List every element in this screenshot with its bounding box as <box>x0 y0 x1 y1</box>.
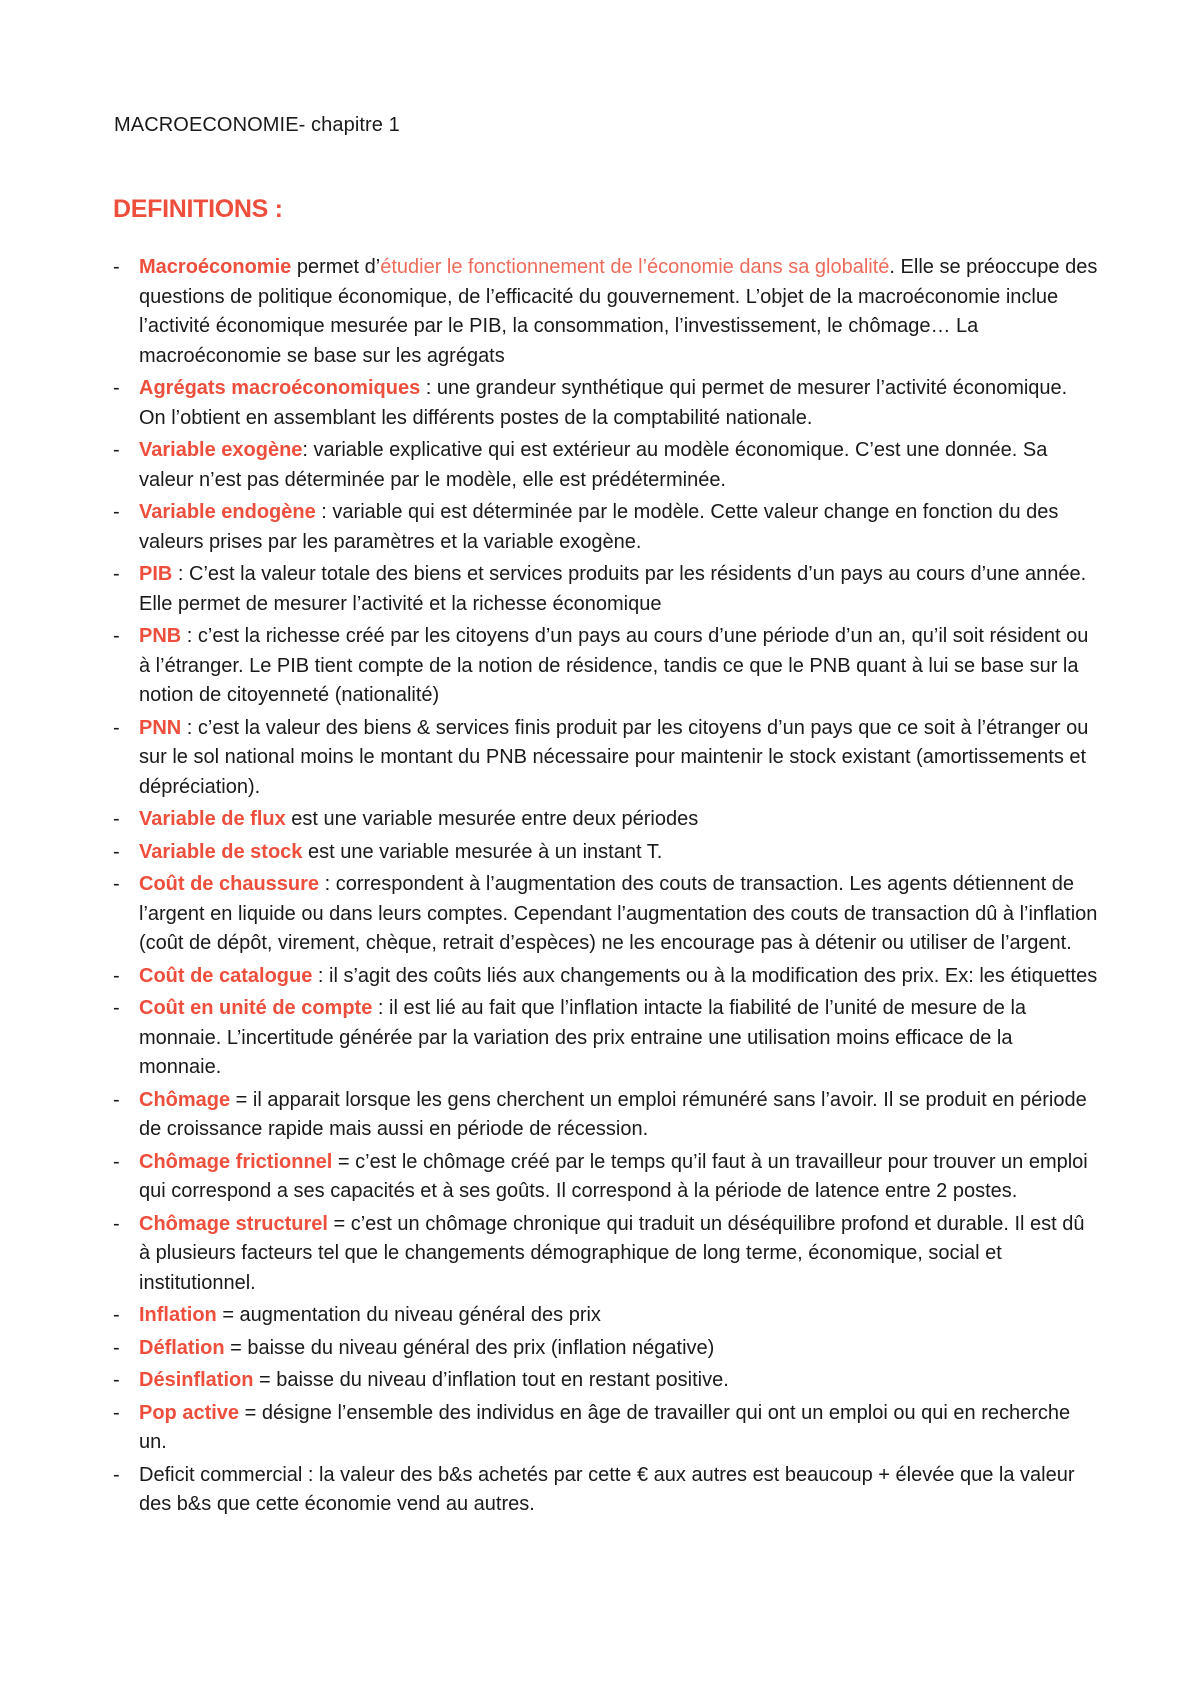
definition-term: Coût de chaussure <box>139 873 320 895</box>
bullet-dash: - <box>113 1304 120 1326</box>
definition-text: = augmentation du niveau général des prix <box>216 1304 601 1326</box>
definition-item <box>0 1148 1099 1207</box>
definition-text: = c’est le chômage créé par le temps qu’il faut à un travailleur pour trouver un emploi qui correspond a ses capacités et à ses goûts. Il correspond à la période de latence entre 2 postes. <box>139 1150 1088 1202</box>
definition-item <box>0 1399 1099 1458</box>
bullet-dash: - <box>113 873 120 895</box>
definition-term: Déflation <box>139 1336 225 1359</box>
bullet-dash: - <box>113 808 120 830</box>
definition-text: : correspondent à l’augmentation des couts de transaction. Les agents détiennent de l’argent en liquide ou dans leurs comptes. Cependant l’augmentation des couts de transaction dû à l’inflation (coût de dépôt, virement, chèque, retrait d’espèces) ne les encourage pas à détenir ou utiliser de l’argent. <box>139 873 1098 954</box>
bullet-dash: - <box>113 1150 120 1173</box>
definition-term: Variable de flux <box>139 808 286 830</box>
definition-item <box>0 1461 1099 1520</box>
document-title: MACROECONOMIE- chapitre 1 <box>114 114 400 136</box>
bullet-dash: - <box>113 997 120 1019</box>
bullet-dash: - <box>113 716 120 739</box>
definition-item <box>0 994 1099 1083</box>
bullet-dash: - <box>113 1088 120 1111</box>
bullet-dash: - <box>113 1336 120 1359</box>
definition-text: = désigne l’ensemble des individus en âge de travailler qui ont un emploi ou qui en recherche un. <box>139 1401 1071 1453</box>
definition-item <box>0 436 1099 495</box>
definition-item <box>0 560 1099 619</box>
definition-term: PNN <box>139 716 182 739</box>
definition-text: permet d’ <box>291 256 381 278</box>
definition-text: : C’est la valeur totale des biens et services produits par les résidents d’un pays au cours d’une année. Elle permet de mesurer l’activité et la richesse économique <box>139 563 1087 615</box>
bullet-dash: - <box>113 625 120 647</box>
definition-item <box>0 253 1099 371</box>
definition-item <box>0 1334 1099 1364</box>
bullet-dash: - <box>113 840 120 863</box>
bullet-dash: - <box>113 256 120 278</box>
definition-text: = baisse du niveau général des prix (inflation négative) <box>224 1336 715 1359</box>
definition-term: Chômage <box>139 1088 231 1111</box>
definition-item <box>0 962 1099 992</box>
definition-term: Coût en unité de compte <box>139 997 373 1019</box>
definition-term: Coût de catalogue <box>139 964 313 987</box>
definition-item <box>0 714 1099 803</box>
definition-text: : c’est la valeur des biens & services finis produit par les citoyens d’un pays que ce soit à l’étranger ou sur le sol national moins le montant du PNB nécessaire pour maintenir le stock existant (amortissements et dépréciation). <box>139 716 1089 798</box>
bullet-dash: - <box>113 501 120 523</box>
bullet-dash: - <box>113 377 120 399</box>
definition-text: : variable qui est déterminée par le modèle. Cette valeur change en fonction du des valeurs prises par les paramètres et la variable exogène. <box>139 501 1059 553</box>
bullet-dash: - <box>113 563 120 585</box>
bullet-dash: - <box>113 1463 120 1486</box>
definition-item <box>0 498 1099 557</box>
definition-term: Agrégats macroéconomiques <box>139 377 421 399</box>
definition-text: : il s’agit des coûts liés aux changements ou à la modification des prix. Ex: les étiquettes <box>312 964 1098 987</box>
definition-term: Variable endogène <box>139 501 316 523</box>
definition-term: Chômage frictionnel <box>139 1150 333 1173</box>
definition-text: : variable explicative qui est extérieur au modèle économique. C’est une donnée. Sa valeur n’est pas déterminée par le modèle, elle est prédéterminée. <box>139 439 1048 491</box>
definition-term: PNB <box>139 625 182 647</box>
definition-highlight: étudier le fonctionnement de l’économie dans sa globalité <box>380 256 890 278</box>
definition-text: . Elle se préoccupe des questions de politique économique, de l’efficacité du gouvernement. L’objet de la macroéconomie inclue l’activité économique mesurée par le PIB, la consommation, l’investissement, le chômage… La macroéconomie se base sur les agrégats <box>139 256 1098 367</box>
definition-item <box>0 374 1099 433</box>
definition-term: Désinflation <box>139 1369 254 1391</box>
definition-text: est une variable mesurée entre deux périodes <box>285 808 699 830</box>
bullet-dash: - <box>113 1369 120 1391</box>
definition-term: Variable exogène <box>139 439 303 461</box>
definition-term: Variable de stock <box>139 840 303 863</box>
bullet-dash: - <box>113 964 120 987</box>
definition-item <box>0 838 1099 868</box>
bullet-dash: - <box>113 1401 120 1424</box>
definition-term: Deficit commercial <box>139 1463 303 1486</box>
definition-term: Chômage structurel <box>139 1212 328 1235</box>
definition-term: Inflation <box>139 1304 217 1326</box>
definition-item <box>0 1086 1099 1145</box>
definition-item <box>0 1366 1099 1396</box>
section-heading: DEFINITIONS : <box>113 195 283 223</box>
definition-text: = c’est un chômage chronique qui traduit un déséquilibre profond et durable. Il est dû à plusieurs facteurs tel que le changements démographique de long terme, économique, social et institutionnel. <box>139 1212 1085 1294</box>
bullet-dash: - <box>113 1212 120 1235</box>
definitions-list <box>0 253 1200 1523</box>
definition-term: PIB <box>139 563 173 585</box>
definition-text: est une variable mesurée à un instant T. <box>302 840 663 863</box>
definition-term: Pop active <box>139 1401 240 1424</box>
definition-text: : une grandeur synthétique qui permet de mesurer l’activité économique. On l’obtient en assemblant les différents postes de la comptabilité nationale. <box>139 377 1068 429</box>
definition-term: Macroéconomie <box>139 256 292 278</box>
definition-text: : c’est la richesse créé par les citoyens d’un pays au cours d’une période d’un an, qu’il soit résident ou à l’étranger. Le PIB tient compte de la notion de résidence, tandis ce que le PNB quant à lui se base sur la notion de citoyenneté (nationalité) <box>139 625 1089 706</box>
definition-text: : la valeur des b&s achetés par cette € aux autres est beaucoup + élevée que la valeur des b&s que cette économie vend au autres. <box>139 1463 1075 1515</box>
bullet-dash: - <box>113 439 120 461</box>
definition-item <box>0 805 1099 835</box>
definition-text: : il est lié au fait que l’inflation intacte la fiabilité de l’unité de mesure de la monnaie. L’incertitude générée par la variation des prix entraine une utilisation moins efficace de la monnaie. <box>139 997 1027 1078</box>
definition-text: = il apparait lorsque les gens cherchent un emploi rémunéré sans l’avoir. Il se produit en période de croissance rapide mais aussi en période de récession. <box>139 1088 1087 1140</box>
definition-item <box>0 1301 1099 1331</box>
definition-item <box>0 622 1099 711</box>
definition-item <box>0 1210 1099 1299</box>
definition-item <box>0 870 1099 959</box>
definition-text: = baisse du niveau d’inflation tout en restant positive. <box>253 1369 729 1391</box>
